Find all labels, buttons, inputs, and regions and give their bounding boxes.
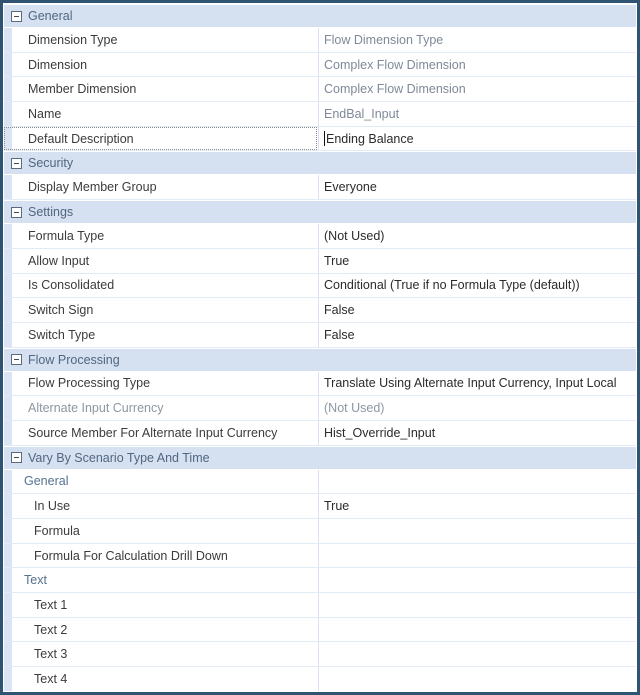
property-label: Dimension Type: [28, 32, 118, 47]
property-label: Text: [24, 573, 47, 588]
property-value: Everyone: [324, 180, 377, 195]
property-label: Alternate Input Currency: [28, 401, 164, 416]
text-caret: [324, 131, 325, 146]
property-value: Ending Balance: [326, 131, 414, 146]
property-row-formula-type: [4, 224, 636, 249]
property-value-cell[interactable]: [318, 421, 636, 445]
property-name-cell[interactable]: [12, 568, 318, 592]
property-value: EndBal_Input: [324, 106, 400, 121]
property-name-cell[interactable]: [12, 249, 318, 273]
property-name-cell[interactable]: [12, 175, 318, 199]
minus-glyph: [14, 457, 19, 458]
row-gutter: [4, 568, 12, 592]
property-label: Text 4: [34, 671, 68, 686]
row-gutter: [4, 28, 12, 52]
property-value: Translate Using Alternate Input Currency, Input Local: [324, 376, 617, 391]
row-gutter: [4, 396, 12, 420]
row-gutter: [4, 127, 12, 151]
property-label: Display Member Group: [28, 180, 157, 195]
property-label: Text 2: [34, 622, 68, 637]
property-value: Complex Flow Dimension: [324, 57, 466, 72]
property-value-cell[interactable]: [318, 593, 636, 617]
collapse-minus-icon[interactable]: [11, 158, 22, 169]
collapse-minus-icon[interactable]: [11, 207, 22, 218]
collapse-minus-icon[interactable]: [11, 354, 22, 365]
property-row-flow-processing-type: [4, 372, 636, 397]
property-label: General: [24, 474, 69, 489]
category-label: Flow Processing: [28, 352, 120, 367]
row-gutter: [4, 249, 12, 273]
property-value: (Not Used): [324, 401, 385, 416]
category-label: General: [28, 9, 73, 23]
property-row-default-description: [4, 127, 636, 152]
property-name-cell[interactable]: [12, 127, 318, 151]
property-row-dimension-type: [4, 28, 636, 53]
property-value: Flow Dimension Type: [324, 32, 444, 47]
property-value: Conditional (True if no Formula Type (default)): [324, 278, 580, 293]
property-name-cell[interactable]: [12, 298, 318, 322]
category-label: Vary By Scenario Type And Time: [28, 450, 210, 465]
property-name-cell[interactable]: [12, 372, 318, 396]
row-gutter: [4, 421, 12, 445]
property-value-cell[interactable]: [318, 642, 636, 666]
property-label: Text 1: [34, 597, 68, 612]
category-row-security[interactable]: [4, 152, 636, 174]
property-name-cell[interactable]: [12, 323, 318, 347]
property-row-dimension: [4, 53, 636, 78]
minus-glyph: [14, 212, 19, 213]
property-row-alternate-input-currency: [4, 396, 636, 421]
minus-glyph: [14, 163, 19, 164]
row-gutter: [4, 667, 12, 691]
row-gutter: [4, 544, 12, 568]
minus-glyph: [14, 16, 19, 17]
property-name-cell[interactable]: [12, 667, 318, 691]
property-name-cell[interactable]: [12, 642, 318, 666]
property-value-cell[interactable]: [318, 224, 636, 248]
property-value: Hist_Override_Input: [324, 425, 436, 440]
property-value-cell[interactable]: [318, 249, 636, 273]
row-gutter: [4, 593, 12, 617]
category-row-settings[interactable]: [4, 201, 636, 223]
row-gutter: [4, 470, 12, 494]
category-row-general[interactable]: [4, 5, 636, 27]
subcategory-row-general: [4, 470, 636, 495]
property-label: In Use: [34, 499, 71, 514]
property-row-switch-type: [4, 323, 636, 348]
property-row-member-dimension: [4, 77, 636, 102]
row-gutter: [4, 77, 12, 101]
property-value-cell[interactable]: [318, 298, 636, 322]
property-value: True: [324, 253, 350, 268]
property-value-cell[interactable]: [318, 274, 636, 298]
property-label: Name: [28, 106, 62, 121]
property-label: Text 3: [34, 647, 68, 662]
row-gutter: [4, 102, 12, 126]
property-label: Formula: [34, 523, 80, 538]
property-label: Source Member For Alternate Input Currency: [28, 425, 278, 440]
property-value-cell[interactable]: [318, 494, 636, 518]
property-value-cell[interactable]: [318, 568, 636, 592]
property-value-cell[interactable]: [318, 175, 636, 199]
property-grid-body: [4, 4, 636, 691]
property-label: Is Consolidated: [28, 278, 115, 293]
row-gutter: [4, 53, 12, 77]
row-gutter: [4, 224, 12, 248]
property-name-cell[interactable]: [12, 618, 318, 642]
property-row-text-2: [4, 618, 636, 643]
category-label: Security: [28, 156, 74, 171]
property-row-text-3: [4, 642, 636, 667]
property-name-cell[interactable]: [12, 28, 318, 52]
minus-glyph: [14, 359, 19, 360]
subcategory-row-text: [4, 568, 636, 593]
row-gutter: [4, 494, 12, 518]
property-name-cell[interactable]: [12, 421, 318, 445]
collapse-minus-icon[interactable]: [11, 11, 22, 22]
property-name-cell[interactable]: [12, 593, 318, 617]
property-value-cell[interactable]: [318, 470, 636, 494]
property-value-cell[interactable]: [318, 544, 636, 568]
property-row-text-4: [4, 667, 636, 691]
property-row-name: [4, 102, 636, 127]
property-label: Formula For Calculation Drill Down: [34, 548, 228, 563]
property-value-cell[interactable]: [318, 28, 636, 52]
property-label: Dimension: [28, 57, 88, 72]
property-row-text-1: [4, 593, 636, 618]
property-label: Member Dimension: [28, 82, 137, 97]
property-row-in-use: [4, 494, 636, 519]
property-value-cell[interactable]: [318, 102, 636, 126]
property-name-cell[interactable]: [12, 53, 318, 77]
property-value: True: [324, 499, 350, 514]
property-row-display-member-group: [4, 175, 636, 200]
property-value-cell[interactable]: [318, 519, 636, 543]
row-gutter: [4, 642, 12, 666]
row-gutter: [4, 323, 12, 347]
property-value-cell[interactable]: [318, 618, 636, 642]
property-value-cell[interactable]: [318, 77, 636, 101]
property-value: (Not Used): [324, 228, 385, 243]
property-row-switch-sign: [4, 298, 636, 323]
property-value-cell[interactable]: [318, 372, 636, 396]
property-name-cell[interactable]: [12, 77, 318, 101]
property-value-cell[interactable]: [318, 667, 636, 691]
property-name-cell[interactable]: [12, 494, 318, 518]
row-gutter: [4, 274, 12, 298]
row-gutter: [4, 618, 12, 642]
property-label: Formula Type: [28, 228, 105, 243]
property-value-cell[interactable]: [318, 323, 636, 347]
property-value-cell[interactable]: [318, 127, 636, 151]
property-name-cell[interactable]: [12, 519, 318, 543]
property-value-cell[interactable]: [318, 53, 636, 77]
property-label: Flow Processing Type: [28, 376, 151, 391]
property-value: False: [324, 303, 355, 318]
property-name-cell[interactable]: [12, 274, 318, 298]
property-row-formula-for-calculation-drill-down: [4, 544, 636, 569]
property-name-cell[interactable]: [12, 544, 318, 568]
property-name-cell[interactable]: [12, 396, 318, 420]
property-name-cell[interactable]: [12, 224, 318, 248]
property-value-cell[interactable]: [318, 396, 636, 420]
property-row-source-member-for-alternate-input-currency: [4, 421, 636, 446]
category-row-vary-by-scenario-type-and-time[interactable]: [4, 447, 636, 469]
property-row-is-consolidated: [4, 274, 636, 299]
category-label: Settings: [28, 205, 74, 220]
property-label: Default Description: [28, 131, 134, 146]
property-row-allow-input: [4, 249, 636, 274]
category-row-flow-processing[interactable]: [4, 349, 636, 371]
collapse-minus-icon[interactable]: [11, 452, 22, 463]
property-row-formula: [4, 519, 636, 544]
property-label: Switch Type: [28, 327, 96, 342]
row-gutter: [4, 372, 12, 396]
row-gutter: [4, 298, 12, 322]
property-name-cell[interactable]: [12, 102, 318, 126]
property-value: Complex Flow Dimension: [324, 82, 466, 97]
row-gutter: [4, 519, 12, 543]
property-name-cell[interactable]: [12, 470, 318, 494]
row-gutter: [4, 175, 12, 199]
property-label: Allow Input: [28, 253, 90, 268]
property-label: Switch Sign: [28, 303, 94, 318]
property-value: False: [324, 327, 355, 342]
